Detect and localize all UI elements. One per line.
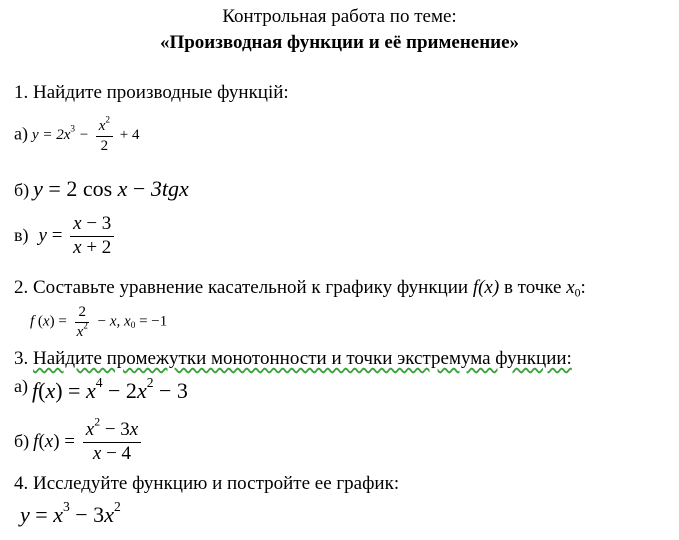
- task-1-text: 1. Найдите производные функцій:: [14, 82, 289, 103]
- task-3b-label: б): [14, 430, 30, 451]
- task-2-colon: :: [580, 277, 586, 298]
- fraction: $\frac{x - 3}{x + 2}$: [70, 214, 114, 259]
- task-1c-label: в): [14, 224, 29, 245]
- task-4-text: 4. Исследуйте функцию и постройте ее график:: [14, 473, 400, 494]
- task-2-text-mid: в точке: [503, 277, 562, 298]
- task-3b: [14, 415, 144, 465]
- task-2-fx: f(x): [472, 277, 500, 298]
- task-2-text: [14, 277, 586, 299]
- formula-3b: f(x) = $\frac{x^2 - 3x}{x - 4}$: [33, 431, 144, 452]
- fraction: $\frac{2}{x^2}$: [76, 304, 88, 340]
- task-1c: [14, 214, 117, 259]
- task-1a-label: а): [14, 123, 28, 144]
- task-1b: [14, 176, 189, 202]
- task-3a: [14, 372, 188, 403]
- fraction: $\frac{x^2}{2}$: [96, 118, 113, 154]
- formula-1c: y = $\frac{x - 3}{x + 2}$: [39, 225, 118, 246]
- fraction: $\frac{x^2 - 3x}{x - 4}$: [83, 420, 141, 465]
- title-line-2: «Производная функции и её применение»: [159, 32, 520, 53]
- task-1b-label: б): [14, 180, 30, 200]
- task-3-body: Найдите промежутки монотонности и точки экстремума функции:: [33, 348, 572, 369]
- formula-2: f (x) = $\frac{2}{x^2}$ − x, $x_0 = -1$: [30, 304, 168, 340]
- task-1a: [14, 115, 140, 154]
- task-2-text-before: 2. Составьте уравнение касательной к графику функции: [14, 277, 469, 298]
- formula-3a: $f(x) = x^4 - 2x^2 - 3$: [31, 375, 188, 403]
- formula-1a: $y = 2x^3$ − $\frac{x^2}{2}$ + 4: [31, 115, 140, 154]
- task-2-x0-sub: 0: [574, 286, 581, 300]
- task-3-number: 3.: [14, 348, 29, 369]
- task-2-x0: x: [566, 277, 575, 298]
- task-3a-label: а): [14, 376, 28, 396]
- title-line-1: Контрольная работа по теме:: [222, 6, 457, 27]
- task-3-text: [14, 348, 572, 370]
- formula-4: $y = x^3 - 3x^2$: [20, 499, 121, 527]
- formula-1b: y = 2 cos x − 3tgx: [33, 176, 189, 201]
